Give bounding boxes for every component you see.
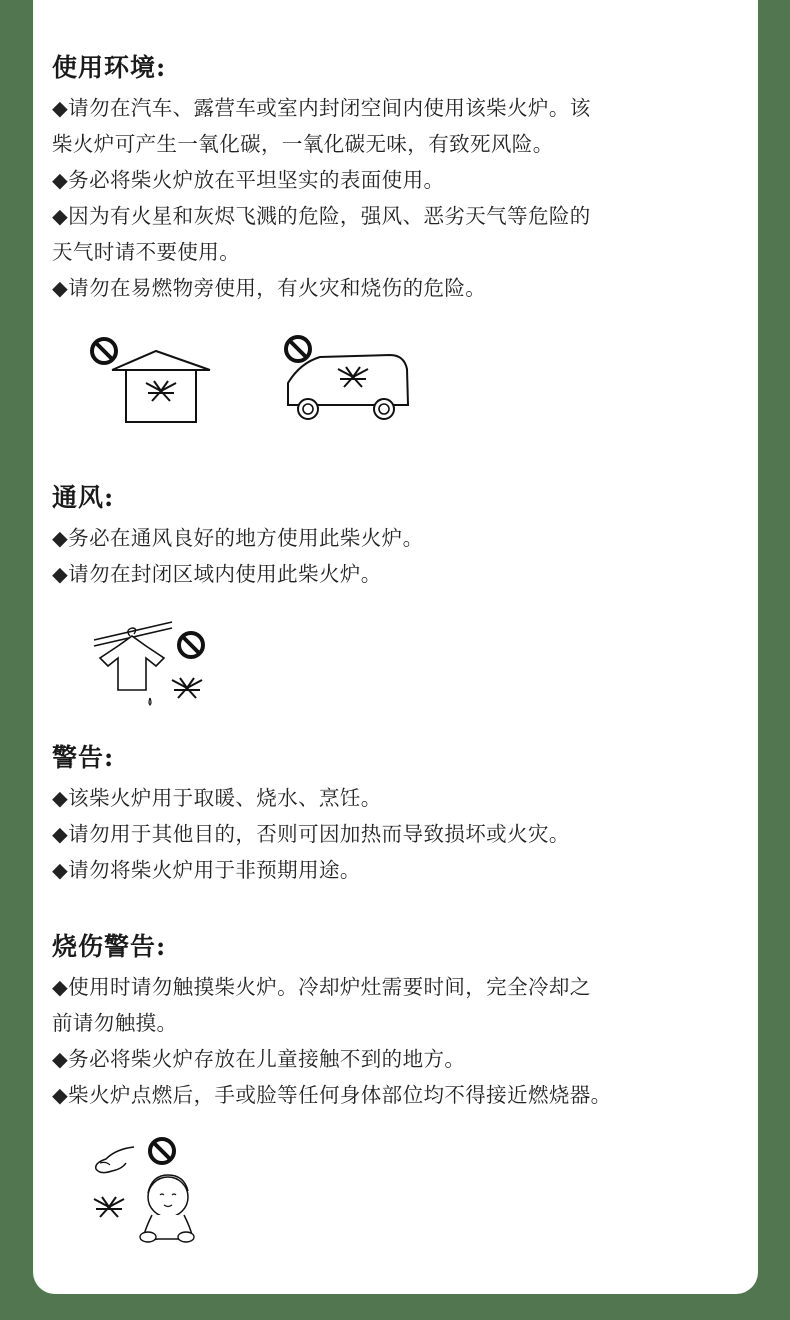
no-fire-near-clothes-icon [90,618,220,713]
no-touch-child-icon [86,1135,206,1247]
text-line: ◆务必在通风良好的地方使用此柴火炉。 [52,526,424,550]
text-line: ◆请勿在汽车、露营车或室内封闭空间内使用该柴火炉。该 [52,96,591,120]
section-ventilation [52,478,702,592]
text-line: ◆该柴火炉用于取暖、烧水、烹饪。 [52,786,382,810]
no-fire-in-car-icon [280,333,420,425]
section-warning [52,738,702,888]
text-line: ◆请勿在易燃物旁使用，有火灾和烧伤的危险。 [52,276,487,300]
section-heading: 警告: [52,743,115,772]
text-line: ◆柴火炉点燃后，手或脸等任何身体部位均不得接近燃烧器。 [52,1083,612,1107]
text-line: 天气时请不要使用。 [52,240,241,264]
section-heading: 通风: [52,483,115,512]
text-line: 前请勿触摸。 [52,1011,178,1035]
text-line: ◆务必将柴火炉存放在儿童接触不到的地方。 [52,1047,466,1071]
text-line: ◆因为有火星和灰烬飞溅的危险，强风、恶劣天气等危险的 [52,204,591,228]
section-heading: 烧伤警告: [52,932,167,961]
text-line: ◆请勿用于其他目的，否则可因加热而导致损坏或火灾。 [52,822,570,846]
section-burn-warning [52,927,702,1113]
no-fire-in-house-icon [86,335,216,427]
text-line: ◆请勿将柴火炉用于非预期用途。 [52,858,361,882]
text-line: ◆务必将柴火炉放在平坦坚实的表面使用。 [52,168,445,192]
text-line: ◆请勿在封闭区域内使用此柴火炉。 [52,562,382,586]
text-line: ◆使用时请勿触摸柴火炉。冷却炉灶需要时间，完全冷却之 [52,975,591,999]
section-environment [52,48,702,306]
section-heading: 使用环境: [52,53,167,82]
text-line: 柴火炉可产生一氧化碳，一氧化碳无味，有致死风险。 [52,132,554,156]
